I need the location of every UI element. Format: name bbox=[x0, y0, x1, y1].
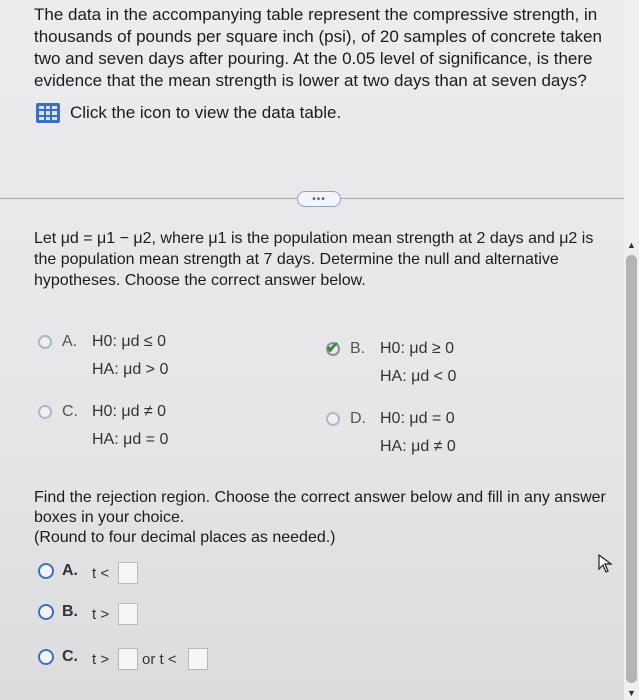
option-a-letter: A. bbox=[62, 333, 78, 350]
rejection-radio-a[interactable] bbox=[38, 563, 54, 579]
rejection-c-answer-box-2[interactable] bbox=[188, 648, 208, 670]
rejection-option-c[interactable] bbox=[38, 647, 238, 673]
rejection-a-letter: A. bbox=[62, 562, 78, 579]
hypothesis-option-d[interactable] bbox=[326, 410, 546, 460]
option-d-alternative: HA: μd ≠ 0 bbox=[380, 438, 456, 455]
rejection-b-letter: B. bbox=[62, 603, 78, 620]
checkmark-icon: ✔ bbox=[326, 340, 340, 357]
radio-option-a[interactable] bbox=[38, 335, 52, 349]
expand-more-button[interactable]: ••• bbox=[297, 191, 341, 207]
hypothesis-option-a[interactable] bbox=[38, 333, 258, 383]
rejection-c-answer-box-1[interactable] bbox=[118, 648, 138, 670]
scroll-up-icon[interactable]: ▲ bbox=[627, 240, 636, 250]
option-c-null: H0: μd ≠ 0 bbox=[92, 403, 167, 420]
radio-option-b[interactable] bbox=[326, 342, 340, 356]
option-d-null: H0: μd = 0 bbox=[380, 410, 455, 427]
option-b-alternative: HA: μd < 0 bbox=[380, 368, 457, 385]
scroll-down-icon[interactable]: ▼ bbox=[627, 688, 636, 698]
option-c-alternative: HA: μd = 0 bbox=[92, 431, 169, 448]
hypothesis-question: Let μd = μ1 − μ2, where μ1 is the population mean strength at 2 days and μ2 is the population mean strength at 7 days. Determine the null and alternative hypotheses. Choose the correct answer below. bbox=[34, 230, 594, 289]
rejection-region-question bbox=[34, 488, 614, 548]
rejection-b-expression: t > bbox=[92, 606, 110, 623]
rejection-option-a[interactable] bbox=[38, 561, 158, 587]
rounding-note: (Round to four decimal places as needed.) bbox=[34, 529, 336, 546]
mouse-cursor-icon bbox=[598, 554, 614, 574]
rejection-radio-b[interactable] bbox=[38, 604, 54, 620]
rejection-radio-c[interactable] bbox=[38, 649, 54, 665]
radio-option-d[interactable] bbox=[326, 412, 340, 426]
option-b-null: H0: μd ≥ 0 bbox=[380, 340, 455, 357]
hypothesis-option-b[interactable] bbox=[326, 340, 546, 390]
scrollbar-thumb[interactable] bbox=[626, 255, 637, 683]
rejection-a-expression: t < bbox=[92, 565, 110, 582]
option-d-letter: D. bbox=[350, 410, 366, 427]
rejection-c-expression-2: or t < bbox=[142, 651, 177, 668]
rejection-b-answer-box[interactable] bbox=[118, 603, 138, 625]
data-table-link-label[interactable]: Click the icon to view the data table. bbox=[70, 103, 342, 122]
rejection-prompt: Find the rejection region. Choose the correct answer below and fill in any answer boxes in your choice. bbox=[34, 489, 606, 526]
option-b-letter: B. bbox=[350, 340, 366, 357]
problem-statement: The data in the accompanying table represent the compressive strength, in thousands of pounds per square inch (psi), of 20 samples of concrete taken two and seven days after pouring. At the 0.05 level of significance, is there evidence that the mean strength is lower at two days than at seven days? bbox=[34, 5, 602, 90]
rejection-a-answer-box[interactable] bbox=[118, 562, 138, 584]
option-a-null: H0: μd ≤ 0 bbox=[92, 333, 167, 350]
option-a-alternative: HA: μd > 0 bbox=[92, 361, 169, 378]
radio-option-c[interactable] bbox=[38, 405, 52, 419]
option-c-letter: C. bbox=[62, 403, 78, 420]
rejection-c-expression: t > bbox=[92, 651, 110, 668]
rejection-c-letter: C. bbox=[62, 648, 78, 665]
hypothesis-option-c[interactable] bbox=[38, 403, 258, 453]
rejection-option-b[interactable] bbox=[38, 602, 158, 628]
data-table-link[interactable] bbox=[36, 103, 341, 123]
data-table-icon[interactable] bbox=[36, 103, 60, 123]
